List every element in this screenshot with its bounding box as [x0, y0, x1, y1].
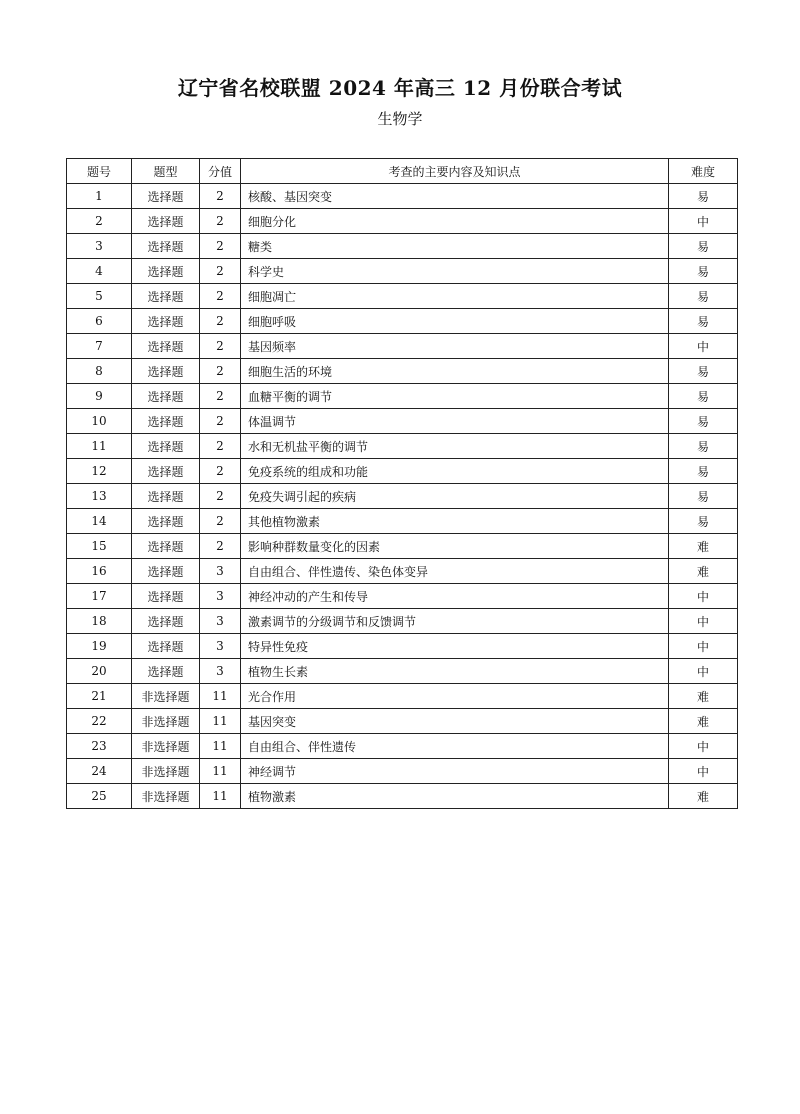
cell-difficulty: 中 — [669, 759, 738, 784]
table-row — [67, 409, 738, 434]
cell-content: 糖类 — [241, 234, 669, 259]
cell-score: 2 — [200, 284, 241, 309]
table-row — [67, 334, 738, 359]
cell-score: 2 — [200, 234, 241, 259]
cell-content: 免疫系统的组成和功能 — [241, 459, 669, 484]
cell-question-type: 选择题 — [132, 384, 200, 409]
cell-score: 11 — [200, 709, 241, 734]
table-row — [67, 509, 738, 534]
table-row — [67, 459, 738, 484]
cell-content: 自由组合、伴性遗传 — [241, 734, 669, 759]
cell-difficulty: 易 — [669, 409, 738, 434]
subject-title: 生物学 — [377, 110, 423, 128]
table-row — [67, 784, 738, 809]
cell-question-number: 18 — [67, 609, 132, 634]
cell-question-number: 13 — [67, 484, 132, 509]
table-header — [67, 159, 738, 184]
cell-question-type: 选择题 — [132, 509, 200, 534]
cell-question-number: 24 — [67, 759, 132, 784]
cell-difficulty: 易 — [669, 359, 738, 384]
cell-question-type: 选择题 — [132, 234, 200, 259]
cell-score: 2 — [200, 459, 241, 484]
cell-content: 光合作用 — [241, 684, 669, 709]
table-row — [67, 234, 738, 259]
cell-score: 2 — [200, 184, 241, 209]
cell-question-number: 15 — [67, 534, 132, 559]
cell-question-number: 23 — [67, 734, 132, 759]
cell-score: 3 — [200, 659, 241, 684]
table-row — [67, 559, 738, 584]
cell-question-type: 选择题 — [132, 609, 200, 634]
cell-content: 其他植物激素 — [241, 509, 669, 534]
exam-spec-table — [66, 158, 738, 809]
cell-difficulty: 易 — [669, 184, 738, 209]
table-row — [67, 384, 738, 409]
cell-content: 细胞分化 — [241, 209, 669, 234]
cell-difficulty: 中 — [669, 734, 738, 759]
cell-question-number: 2 — [67, 209, 132, 234]
cell-score: 2 — [200, 409, 241, 434]
cell-question-number: 17 — [67, 584, 132, 609]
header-difficulty: 难度 — [669, 159, 738, 184]
table-row — [67, 634, 738, 659]
cell-difficulty: 难 — [669, 684, 738, 709]
cell-question-number: 22 — [67, 709, 132, 734]
cell-score: 2 — [200, 359, 241, 384]
cell-content: 基因突变 — [241, 709, 669, 734]
cell-question-number: 6 — [67, 309, 132, 334]
table-row — [67, 284, 738, 309]
cell-content: 自由组合、伴性遗传、染色体变异 — [241, 559, 669, 584]
cell-question-type: 选择题 — [132, 359, 200, 384]
cell-difficulty: 难 — [669, 709, 738, 734]
cell-question-type: 选择题 — [132, 584, 200, 609]
cell-difficulty: 易 — [669, 384, 738, 409]
cell-question-type: 选择题 — [132, 334, 200, 359]
cell-score: 11 — [200, 784, 241, 809]
cell-question-type: 选择题 — [132, 559, 200, 584]
cell-difficulty: 易 — [669, 234, 738, 259]
cell-content: 细胞凋亡 — [241, 284, 669, 309]
cell-question-type: 选择题 — [132, 534, 200, 559]
cell-difficulty: 难 — [669, 559, 738, 584]
cell-question-number: 16 — [67, 559, 132, 584]
cell-score: 2 — [200, 434, 241, 459]
cell-difficulty: 难 — [669, 784, 738, 809]
cell-content: 核酸、基因突变 — [241, 184, 669, 209]
cell-question-number: 12 — [67, 459, 132, 484]
cell-content: 细胞生活的环境 — [241, 359, 669, 384]
cell-question-number: 21 — [67, 684, 132, 709]
cell-difficulty: 易 — [669, 459, 738, 484]
header-score: 分值 — [200, 159, 241, 184]
cell-score: 3 — [200, 584, 241, 609]
cell-question-type: 非选择题 — [132, 784, 200, 809]
cell-content: 免疫失调引起的疾病 — [241, 484, 669, 509]
cell-content: 基因频率 — [241, 334, 669, 359]
cell-question-type: 选择题 — [132, 634, 200, 659]
cell-content: 水和无机盐平衡的调节 — [241, 434, 669, 459]
cell-difficulty: 难 — [669, 534, 738, 559]
cell-difficulty: 中 — [669, 334, 738, 359]
cell-score: 3 — [200, 559, 241, 584]
table-row — [67, 184, 738, 209]
cell-question-type: 选择题 — [132, 184, 200, 209]
table-row — [67, 659, 738, 684]
cell-difficulty: 中 — [669, 584, 738, 609]
cell-question-type: 选择题 — [132, 434, 200, 459]
cell-difficulty: 中 — [669, 659, 738, 684]
cell-question-type: 选择题 — [132, 409, 200, 434]
cell-question-number: 7 — [67, 334, 132, 359]
table-row — [67, 734, 738, 759]
cell-score: 2 — [200, 534, 241, 559]
cell-score: 2 — [200, 209, 241, 234]
table-row — [67, 584, 738, 609]
table-row — [67, 684, 738, 709]
cell-score: 3 — [200, 634, 241, 659]
table-row — [67, 759, 738, 784]
cell-difficulty: 中 — [669, 634, 738, 659]
table-row — [67, 534, 738, 559]
cell-content: 植物激素 — [241, 784, 669, 809]
cell-content: 细胞呼吸 — [241, 309, 669, 334]
cell-score: 11 — [200, 734, 241, 759]
cell-question-type: 选择题 — [132, 484, 200, 509]
cell-difficulty: 易 — [669, 284, 738, 309]
cell-question-number: 10 — [67, 409, 132, 434]
cell-content: 神经冲动的产生和传导 — [241, 584, 669, 609]
cell-content: 神经调节 — [241, 759, 669, 784]
cell-score: 2 — [200, 259, 241, 284]
cell-content: 特异性免疫 — [241, 634, 669, 659]
cell-content: 激素调节的分级调节和反馈调节 — [241, 609, 669, 634]
header-content: 考查的主要内容及知识点 — [241, 159, 669, 184]
cell-question-number: 20 — [67, 659, 132, 684]
cell-score: 3 — [200, 609, 241, 634]
cell-question-type: 非选择题 — [132, 684, 200, 709]
cell-question-number: 5 — [67, 284, 132, 309]
cell-question-number: 1 — [67, 184, 132, 209]
cell-score: 11 — [200, 684, 241, 709]
table-row — [67, 309, 738, 334]
cell-difficulty: 中 — [669, 609, 738, 634]
cell-question-number: 8 — [67, 359, 132, 384]
table-row — [67, 434, 738, 459]
cell-question-number: 11 — [67, 434, 132, 459]
cell-difficulty: 易 — [669, 259, 738, 284]
cell-question-type: 非选择题 — [132, 709, 200, 734]
cell-question-number: 4 — [67, 259, 132, 284]
cell-question-type: 非选择题 — [132, 759, 200, 784]
cell-question-type: 选择题 — [132, 284, 200, 309]
cell-score: 2 — [200, 309, 241, 334]
table-row — [67, 709, 738, 734]
cell-question-number: 14 — [67, 509, 132, 534]
table-row — [67, 609, 738, 634]
header-question-number: 题号 — [67, 159, 132, 184]
cell-difficulty: 易 — [669, 434, 738, 459]
cell-score: 2 — [200, 384, 241, 409]
document-title: 辽宁省名校联盟 2024 年高三 12 月份联合考试 — [177, 76, 623, 100]
cell-score: 2 — [200, 484, 241, 509]
cell-content: 血糖平衡的调节 — [241, 384, 669, 409]
table-row — [67, 209, 738, 234]
cell-content: 科学史 — [241, 259, 669, 284]
cell-question-type: 选择题 — [132, 659, 200, 684]
cell-question-type: 选择题 — [132, 459, 200, 484]
cell-content: 植物生长素 — [241, 659, 669, 684]
cell-score: 2 — [200, 334, 241, 359]
cell-difficulty: 易 — [669, 309, 738, 334]
cell-question-type: 选择题 — [132, 309, 200, 334]
cell-score: 11 — [200, 759, 241, 784]
table-row — [67, 484, 738, 509]
cell-question-number: 19 — [67, 634, 132, 659]
cell-question-number: 25 — [67, 784, 132, 809]
cell-score: 2 — [200, 509, 241, 534]
cell-question-number: 3 — [67, 234, 132, 259]
cell-question-type: 选择题 — [132, 209, 200, 234]
cell-difficulty: 中 — [669, 209, 738, 234]
header-row — [67, 159, 738, 184]
cell-difficulty: 易 — [669, 509, 738, 534]
cell-question-number: 9 — [67, 384, 132, 409]
cell-difficulty: 易 — [669, 484, 738, 509]
table-body — [67, 184, 738, 809]
table-row — [67, 259, 738, 284]
cell-content: 影响种群数量变化的因素 — [241, 534, 669, 559]
header-question-type: 题型 — [132, 159, 200, 184]
table-row — [67, 359, 738, 384]
cell-content: 体温调节 — [241, 409, 669, 434]
cell-question-type: 选择题 — [132, 259, 200, 284]
cell-question-type: 非选择题 — [132, 734, 200, 759]
